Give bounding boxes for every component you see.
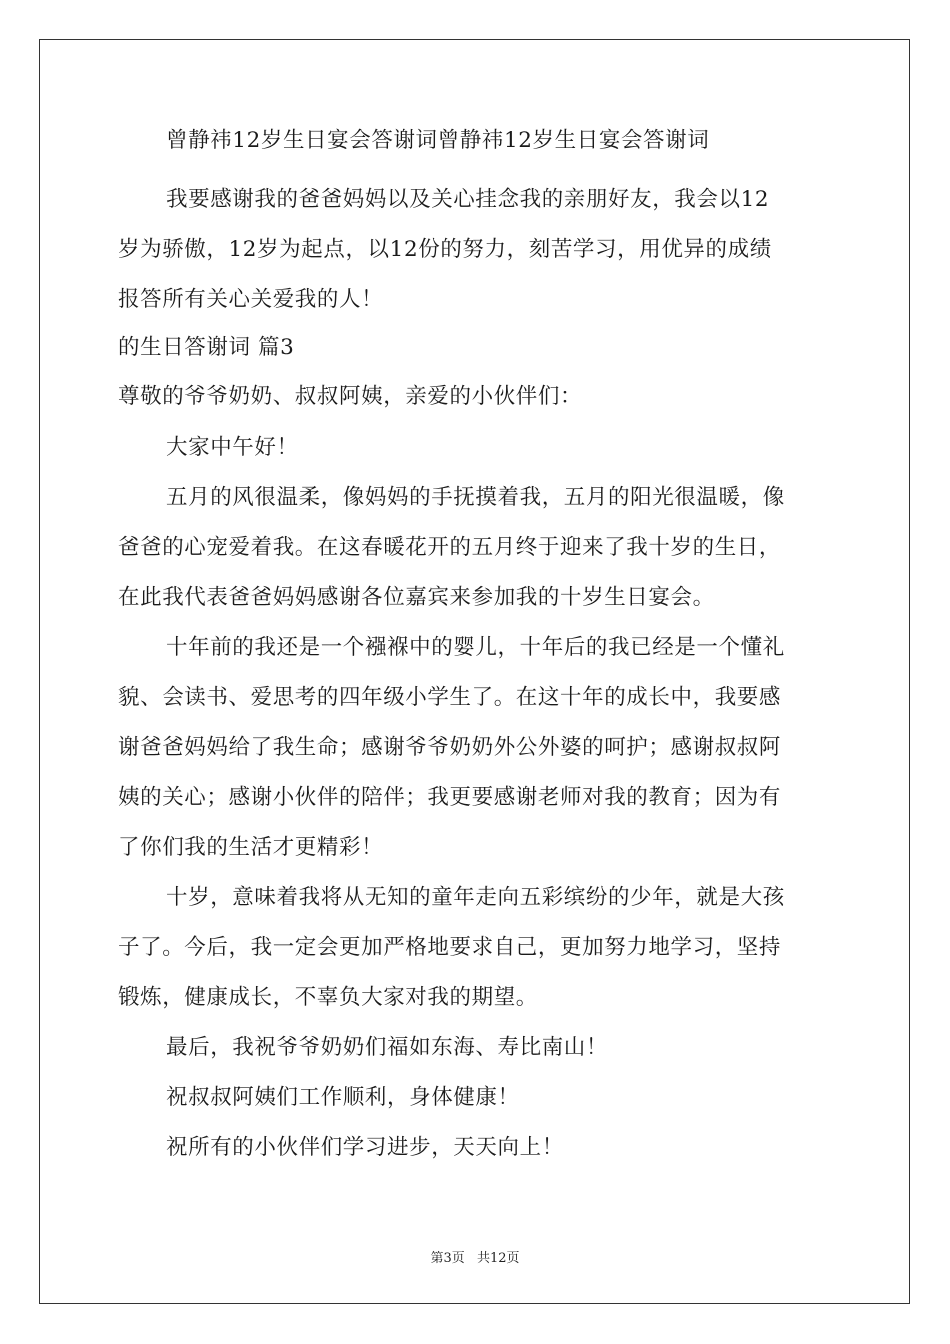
section-heading: 的生日答谢词 篇3 xyxy=(118,335,295,360)
greeting: 大家中午好！ xyxy=(166,435,299,460)
paragraph-line: 五月的风很温柔，像妈妈的手抚摸着我，五月的阳光很温暖，像 xyxy=(166,485,785,510)
page-border xyxy=(39,39,910,1304)
paragraph-line: 了你们我的生活才更精彩！ xyxy=(118,835,384,860)
paragraph-line: 锻炼，健康成长，不辜负大家对我的期望。 xyxy=(118,985,538,1010)
paragraph-line: 爸爸的心宠爱着我。在这春暖花开的五月终于迎来了我十岁的生日， xyxy=(118,535,782,560)
paragraph-line: 岁为骄傲，12岁为起点，以12份的努力，刻苦学习，用优异的成绩 xyxy=(118,237,772,262)
paragraph-line: 在此我代表爸爸妈妈感谢各位嘉宾来参加我的十岁生日宴会。 xyxy=(118,585,715,610)
paragraph-line: 我要感谢我的爸爸妈妈以及关心挂念我的亲朋好友，我会以12 xyxy=(166,187,770,212)
page-number: 第3页 xyxy=(430,1251,465,1266)
salutation: 尊敬的爷爷奶奶、叔叔阿姨，亲爱的小伙伴们： xyxy=(118,384,583,409)
paragraph-line: 十岁，意味着我将从无知的童年走向五彩缤纷的少年，就是大孩 xyxy=(166,885,785,910)
closing-line: 祝所有的小伙伴们学习进步，天天向上！ xyxy=(166,1135,564,1160)
closing-line: 最后，我祝爷爷奶奶们福如东海、寿比南山！ xyxy=(166,1035,609,1060)
document-title: 曾静祎12岁生日宴会答谢词曾静祎12岁生日宴会答谢词 xyxy=(166,128,710,153)
paragraph-line: 十年前的我还是一个襁褓中的婴儿，十年后的我已经是一个懂礼 xyxy=(166,635,785,660)
page-footer xyxy=(0,1247,950,1266)
paragraph-line: 谢爸爸妈妈给了我生命；感谢爷爷奶奶外公外婆的呵护；感谢叔叔阿 xyxy=(118,735,782,760)
paragraph-line: 貌、会读书、爱思考的四年级小学生了。在这十年的成长中，我要感 xyxy=(118,685,782,710)
paragraph-line: 姨的关心；感谢小伙伴的陪伴；我更要感谢老师对我的教育；因为有 xyxy=(118,785,782,810)
page-total: 共12页 xyxy=(476,1251,520,1266)
paragraph-line: 子了。今后，我一定会更加严格地要求自己，更加努力地学习，坚持 xyxy=(118,935,782,960)
paragraph-line: 报答所有关心关爱我的人！ xyxy=(118,287,384,312)
closing-line: 祝叔叔阿姨们工作顺利，身体健康！ xyxy=(166,1085,520,1110)
